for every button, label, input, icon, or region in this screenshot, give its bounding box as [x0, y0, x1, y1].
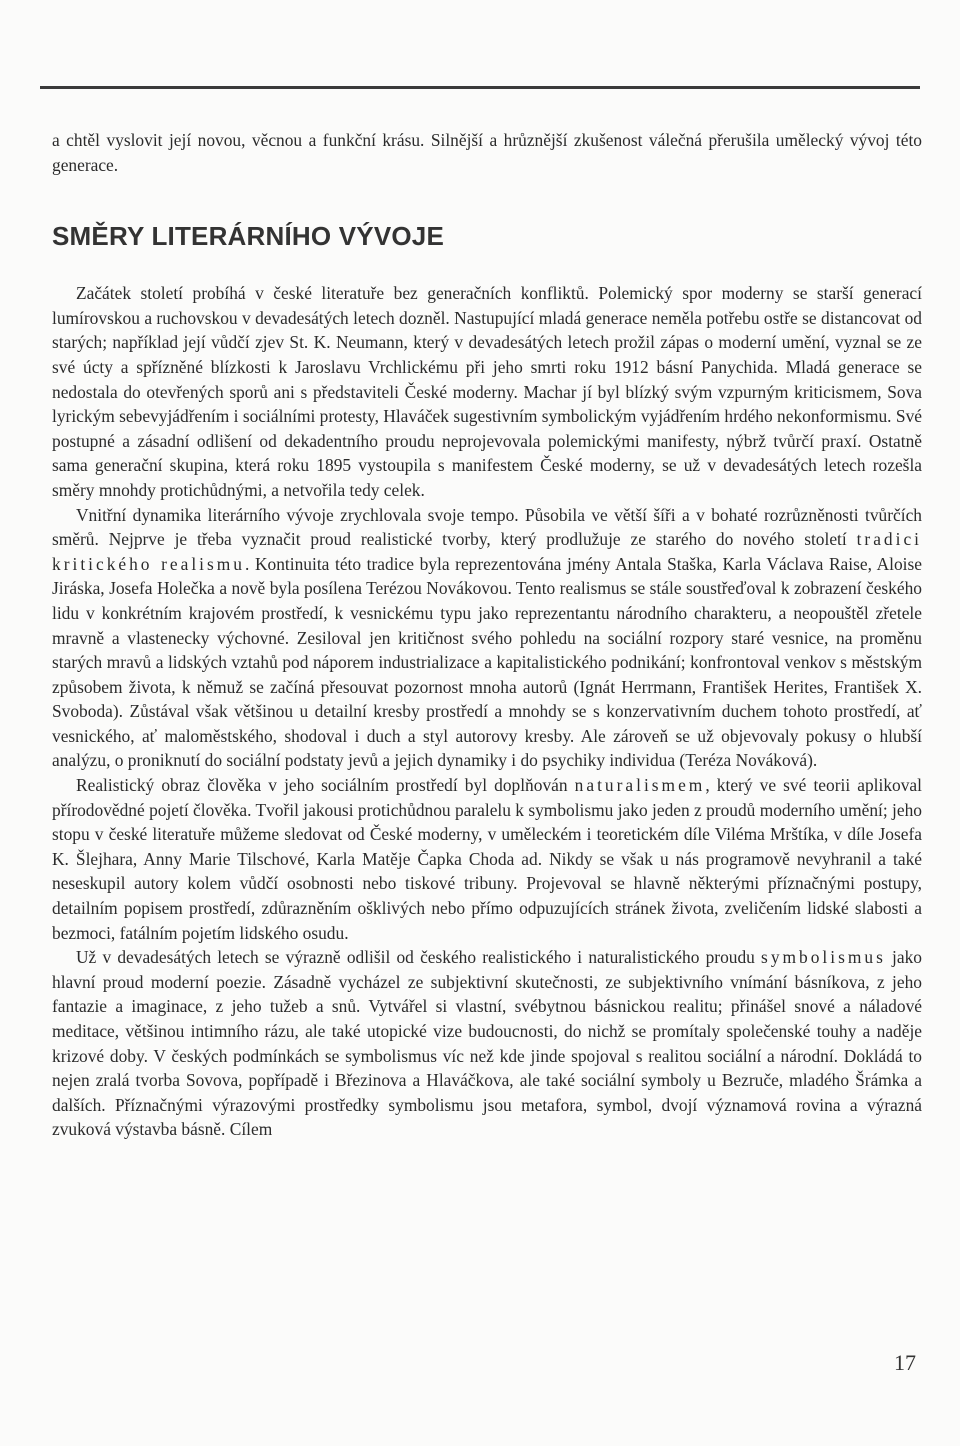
emphasis-naturalismus: naturalismem [574, 775, 706, 796]
paragraph-3-text-b: , který ve své teorii aplikoval přírodovědné pojetí člověka. Tvořil jakousi protichůdnou paralelu k symbolismu jako jeden z proudů moderního umění; jeho stopu v české literatuře můžeme sledovat od České moderny, v uměleckém i teoretickém díle Viléma Mrštíka, v díle Josefa K. Šlejhara, Anny Marie Tilschové, Karla Matěje Čapka Choda ad. Nikdy se však u nás programově nevyhranil a také neseskupil autory kolem vůdčí osobnosti nebo tiskové tribuny. Projevoval se hlavně některými příznačnými postupy, detailním popisem prostředí, zdůrazněním ošklivých nebo přímo odpuzujících stránek života, zveličením lidské slabosti a bezmoci, fatálním pojetím lidského osudu. [52, 775, 922, 943]
emphasis-kriticky-realismus: tradici kritického realismu [52, 529, 922, 574]
paragraph-3 [52, 773, 922, 945]
section-heading: SMĚRY LITERÁRNÍHO VÝVOJE [52, 221, 444, 252]
paragraph-2 [52, 503, 922, 774]
paragraph-4-text-a: Už v devadesátých letech se výrazně odlišil od českého realistického i naturalistického proudu [76, 947, 762, 968]
top-rule [40, 86, 920, 89]
paragraph-3-text-a: Realistický obraz člověka v jeho sociálním prostředí byl doplňován [76, 775, 575, 796]
page-number: 17 [894, 1350, 916, 1375]
paragraph-continuation: a chtěl vyslovit její novou, věcnou a funkční krásu. Silnější a hrůznější zkušenost válečná přerušila umělecký vývoj této generace. [52, 130, 922, 175]
paragraph-4 [52, 945, 922, 1142]
paragraph-2-text-a: Vnitřní dynamika literárního vývoje zrychlovala svoje tempo. Působila ve větší šíři a v bohaté rozrůzněnosti tvůrčích směrů. Nejprve je třeba vyznačit proud realistické tvorby, který prodlužuje ze starého do nového století [52, 504, 922, 550]
paragraph-1: Začátek století probíhá v české literatuře bez generačních konfliktů. Polemický spor moderny se starší generací lumírovskou a ruchovskou v devadesátých letech dozněl. Nastupující mladá generace neměla potřebu ostře se distancovat od starých; například její vůdčí zjev St. K. Neumann, který v devadesátých letech prožil zápas o moderní umění, vyznal se ze své úcty a spřízněné blízkosti k Jaroslavu Vrchlickému při jeho smrti roku 1912 básní Panychida. Mladá generace se nedostala do otevřených sporů ani s představiteli České moderny. Machar jí byl blízký svým vzpurným kriticismem, Sova lyrickým sebevyjádřením i sociálními protesty, Hlaváček sugestivním symbolickým vyjádřením hrdého nekonformismu. Své postupné a zásadní odlišení od dekadentního proudu neprojevovala polemickými manifesty, nýbrž tvůrčí praxí. Ostatně sama generační skupina, která roku 1895 vystoupila s manifestem České moderny, se už v devadesátých letech rozešla směry mnohdy protichůdnými, a netvořila tedy celek. [52, 283, 922, 500]
page-text [52, 128, 922, 1142]
emphasis-symbolismus: symbolismus [761, 947, 886, 968]
paragraph-2-text-b: . Kontinuita této tradice byla reprezentována jmény Antala Staška, Karla Václava Raise, Aloise Jiráska, Josefa Holečka a nově byla posílena Terézou Novákovou. Tento realismus se stále soustřeďoval k zobrazení českého lidu v konkrétním krajovém prostředí, k vesnickému typu jako reprezentantu národního charakteru, a neopouštěl zřetele mravně a vlastenecky výchovné. Zesiloval jen kritičnost svého pohledu na sociální rozpory staré vesnice, na proměnu starých mravů a lidských vztahů pod náporem industrializace a kapitalistického podnikání; konfrontoval venkov s městským způsobem života, k němuž se začíná přesouvat pozornost mnoha autorů (Ignát Herrmann, František Herites, František X. Svoboda). Zůstával však většinou u detailní kresby prostředí a mnohdy se s konzervativním duchem tohoto prostředí, ať vesnického, ať maloměstského, shodoval i duch a styl autorovy kresby. Ale zároveň se už objevovaly pokusy o hlubší analýzu, o proniknutí do sociální podstaty jevů a jejich dynamiky i do psychiky individua (Teréza Nováková). [52, 553, 922, 771]
paragraph-4-text-b: jako hlavní proud moderní poezie. Zásadně vycházel ze subjektivní skutečnosti, ze subjektivního vnímání básníkova, z jeho fantazie a imaginace, z jeho tužeb a snů. Vytvářel si vlastní, svébytnou básnickou realitu; přinášel snové a náladové meditace, většinou intimního rázu, ale také utopické vize budoucnosti, do nichž se promítaly společenské touhy a naděje krizové doby. V českých podmínkách se symbolismus víc než kde jinde spojoval s realitou sociální a národní. Dokládá to nejen zralá tvorba Sovova, popřípadě i Březinova a Hlaváčkova, ale také sociální symboly u Bezruče, mladého Šrámka a dalších. Příznačnými výrazovými prostředky symbolismu jsou metafora, symbol, dvojí významová rovina a výrazná zvuková výstavba básně. Cílem [52, 947, 922, 1140]
